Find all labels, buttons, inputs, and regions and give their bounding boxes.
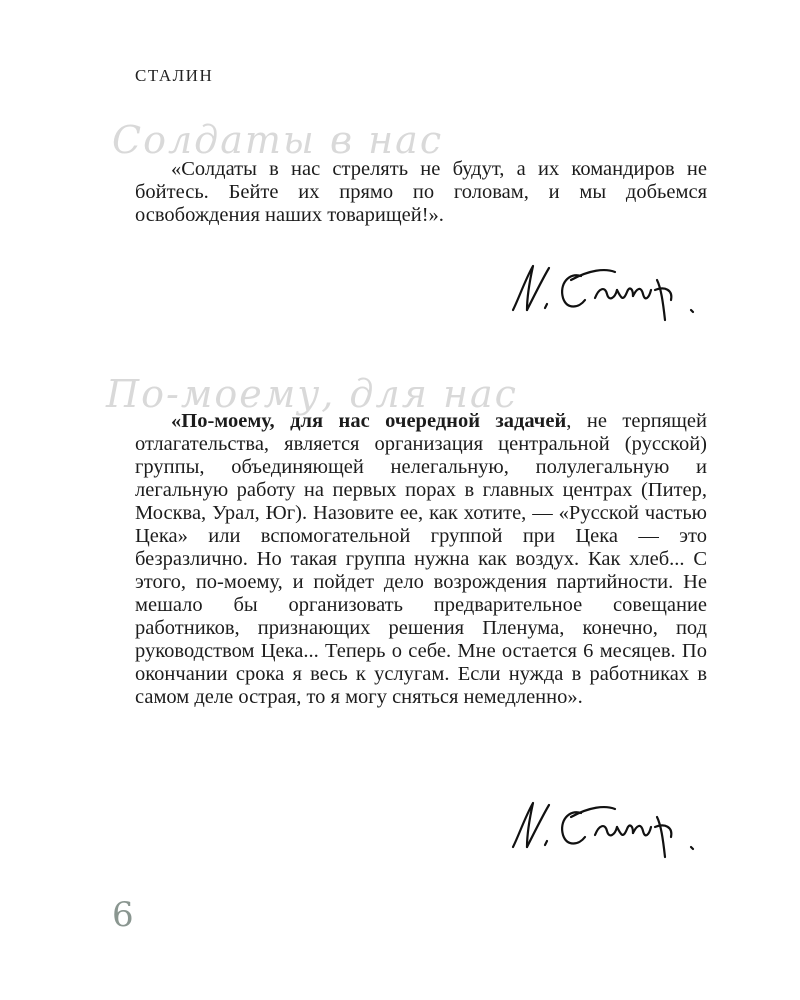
quote-2-bold-lead: «По-моему, для нас очередной задачей: [171, 410, 567, 432]
page-number: 6: [112, 895, 134, 935]
signature-image: [505, 795, 705, 865]
running-header: СТАЛИН: [135, 66, 214, 85]
quote-paragraph-1: [135, 158, 707, 227]
decorative-script-heading-2: По-моему, для нас: [106, 372, 518, 416]
quote-1-text: «Солдаты в нас стрелять не будут, а их командиров не бойтесь. Бейте их прямо по головам, и мы добьемся освобождения наших товарищей!».: [135, 158, 707, 226]
signature-image: [505, 258, 705, 328]
quote-paragraph-2: [135, 410, 707, 709]
quote-2-text: , не терпящей отлагательства, является организация центральной (русской) группы, объединяющей нелегальную, полулегальную и легальную работу на первых порах в главных центрах (Питер, Москва, Урал, Юг). Назовите ее, как хотите, — «Русской частью Цека» или вспомогательной группой при Цека — это безразлично. Но такая группа нужна как воздух. Как хлеб... С этого, по-моему, и пойдет дело возрождения партийности. Не мешало бы организовать предварительное совещание работников, признающих решения Пленума, конечно, под руководством Цека... Теперь о себе. Мне остается 6 месяцев. По окончании срока я весь к услугам. Если нужда в работниках в самом деле острая, то я могу сняться немедленно».: [135, 410, 707, 708]
decorative-script-heading-1: Солдаты в нас: [112, 118, 444, 162]
